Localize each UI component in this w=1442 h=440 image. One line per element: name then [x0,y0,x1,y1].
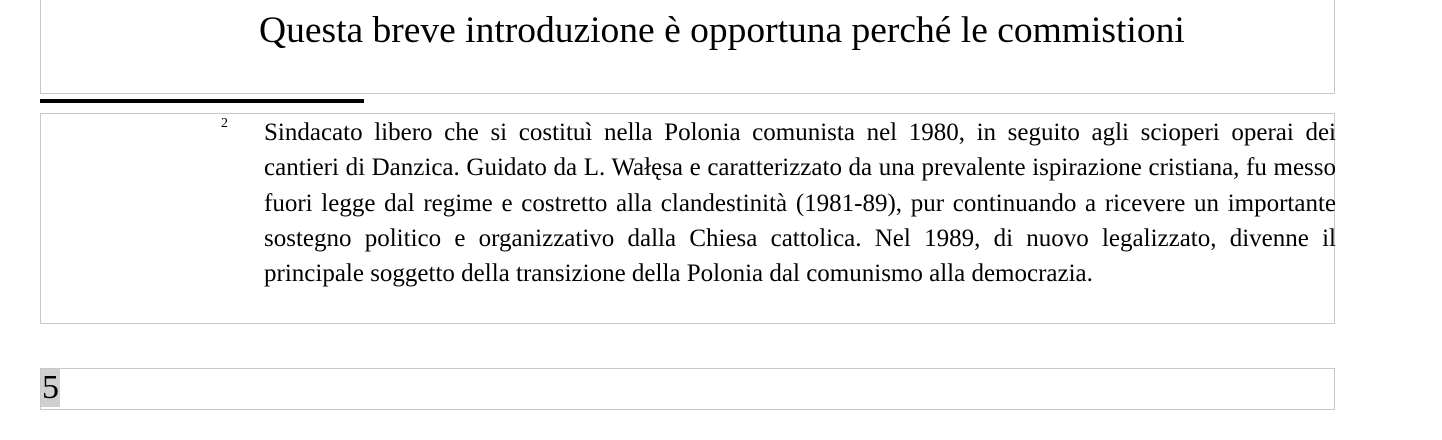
footnote-text: Sindacato libero che si costituì nella Polonia comunista nel 1980, in seguito agli scioperi operai dei cantieri di Danzica. Guidato da L. Wałęsa e caratterizzato da una prevalente ispirazione cristiana, fu messo fuori legge dal regime e costretto alla clandestinità (1981-89), pur continuando a ricevere un importante sostegno politico e organizzativo dalla Chiesa cattolica. Nel 1989, di nuovo legalizzato, divenne il principale soggetto della transizione della Polonia dal comunismo alla democrazia. [264,119,1336,288]
page-number: 5 [42,369,59,406]
footer-frame [40,368,1335,410]
footnote-separator [40,99,364,103]
body-text-frame [40,0,1335,94]
footnote-number: 2 [221,116,228,131]
body-text-line: Questa breve introduzione è opportuna perché le commistioni [259,10,1185,51]
footnote-frame [40,113,1335,324]
